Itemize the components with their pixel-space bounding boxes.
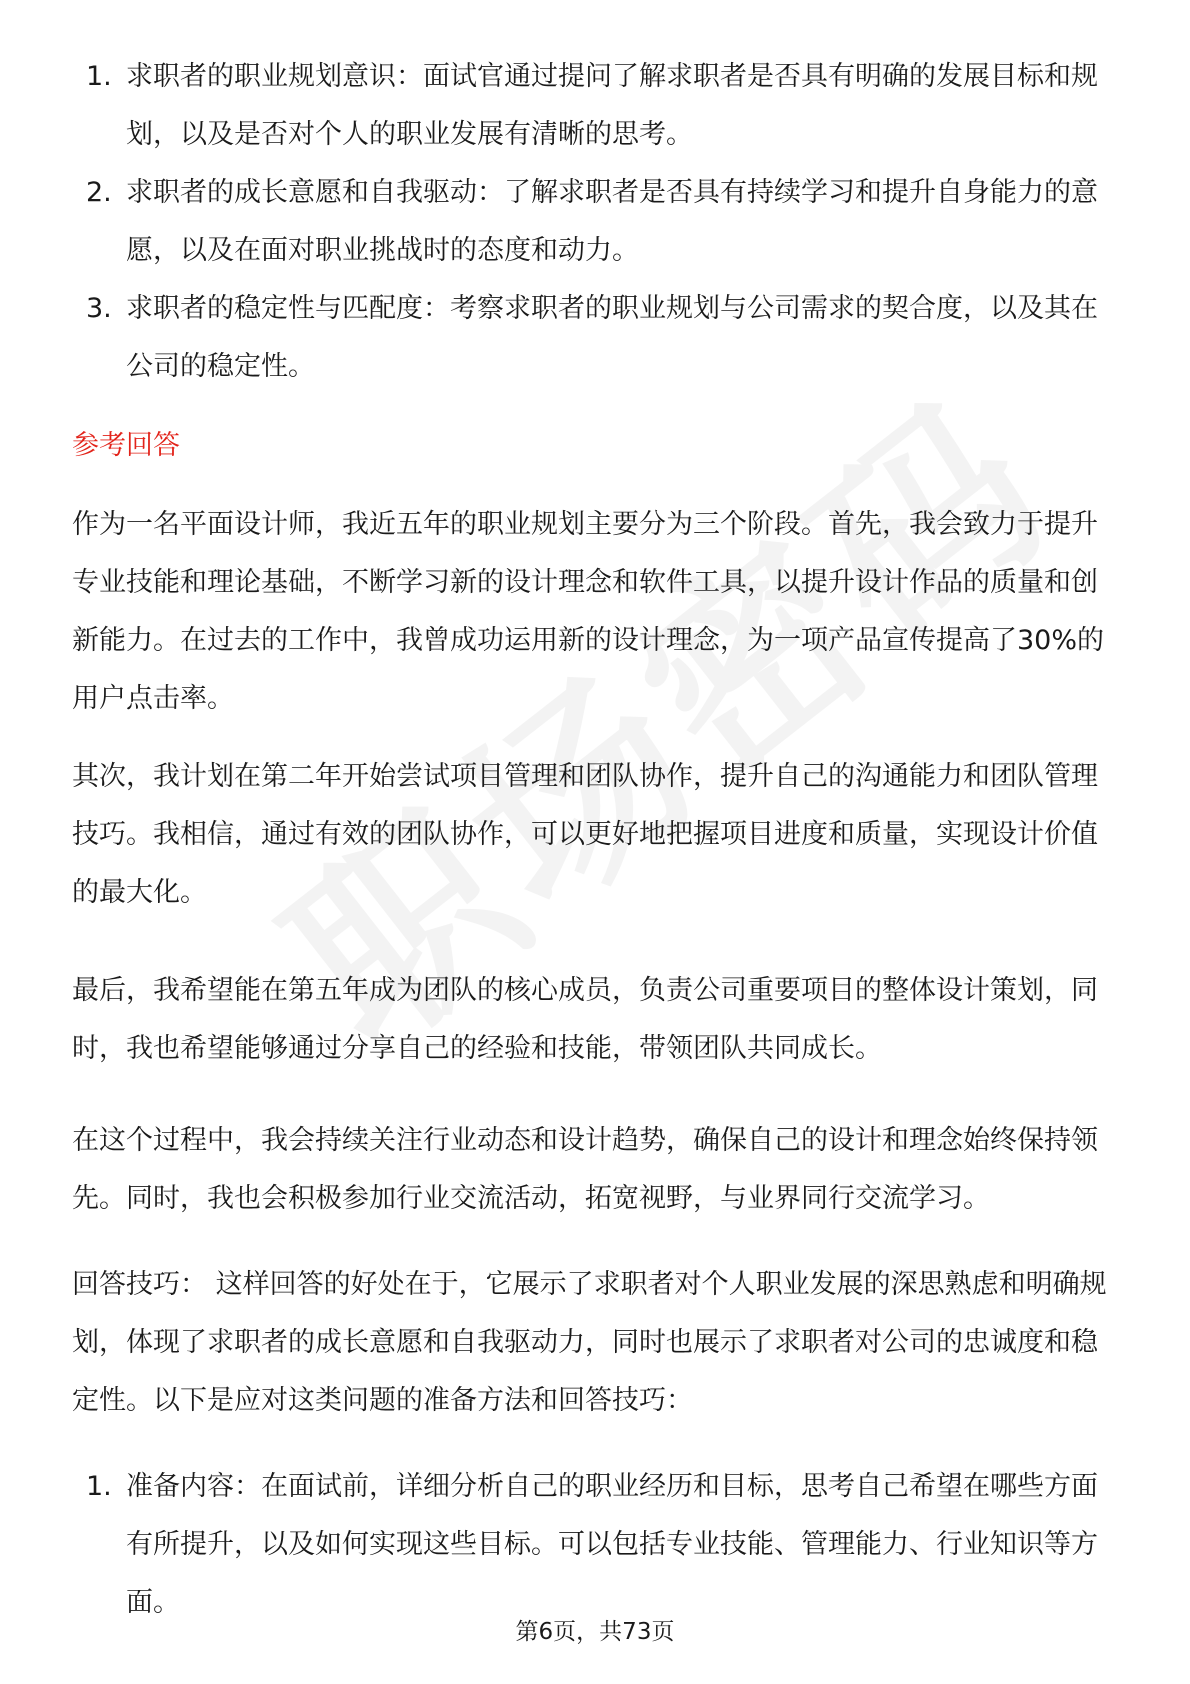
list-item: [72, 1458, 1122, 1632]
tips-paragraph: 回答技巧： 这样回答的好处在于，它展示了求职者对个人职业发展的深思熟虑和明确规划，体现了求职者的成长意愿和自我驱动力，同时也展示了求职者对公司的忠诚度和稳定性。以下是应对这类问题的准备方法和回答技巧：: [72, 1269, 1107, 1416]
answer-paragraph: 其次，我计划在第二年开始尝试项目管理和团队协作，提升自己的沟通能力和团队管理技巧。我相信，通过有效的团队协作，可以更好地把握项目进度和质量，实现设计价值的最大化。: [72, 761, 1098, 908]
list-item: [72, 48, 1122, 164]
reference-answer-heading: 参考回答: [72, 430, 180, 461]
list-text: 求职者的稳定性与匹配度：考察求职者的职业规划与公司需求的契合度，以及其在公司的稳定性。: [126, 293, 1098, 382]
page-number: 第6页，共73页: [515, 1619, 675, 1645]
list-number: 3.: [86, 293, 112, 324]
list-number: 1.: [86, 1471, 112, 1502]
criteria-list: [72, 48, 1122, 396]
answer-paragraph: 在这个过程中，我会持续关注行业动态和设计趋势，确保自己的设计和理念始终保持领先。同时，我也会积极参加行业交流活动，拓宽视野，与业界同行交流学习。: [72, 1125, 1098, 1214]
answer-paragraph: 最后，我希望能在第五年成为团队的核心成员，负责公司重要项目的整体设计策划，同时，我也希望能够通过分享自己的经验和技能，带领团队共同成长。: [72, 975, 1098, 1064]
tips-list: [72, 1458, 1122, 1632]
list-text: 求职者的职业规划意识：面试官通过提问了解求职者是否具有明确的发展目标和规划，以及是否对个人的职业发展有清晰的思考。: [126, 61, 1098, 150]
list-item: [72, 164, 1122, 280]
list-text: 求职者的成长意愿和自我驱动：了解求职者是否具有持续学习和提升自身能力的意愿，以及在面对职业挑战时的态度和动力。: [126, 177, 1098, 266]
list-item: [72, 280, 1122, 396]
answer-paragraph: 作为一名平面设计师，我近五年的职业规划主要分为三个阶段。首先，我会致力于提升专业技能和理论基础，不断学习新的设计理念和软件工具，以提升设计作品的质量和创新能力。在过去的工作中，我曾成功运用新的设计理念，为一项产品宣传提高了30%的用户点击率。: [72, 509, 1105, 714]
list-number: 2.: [86, 177, 112, 208]
list-number: 1.: [86, 61, 112, 92]
list-text: 准备内容：在面试前，详细分析自己的职业经历和目标，思考自己希望在哪些方面有所提升，以及如何实现这些目标。可以包括专业技能、管理能力、行业知识等方面。: [126, 1471, 1098, 1618]
